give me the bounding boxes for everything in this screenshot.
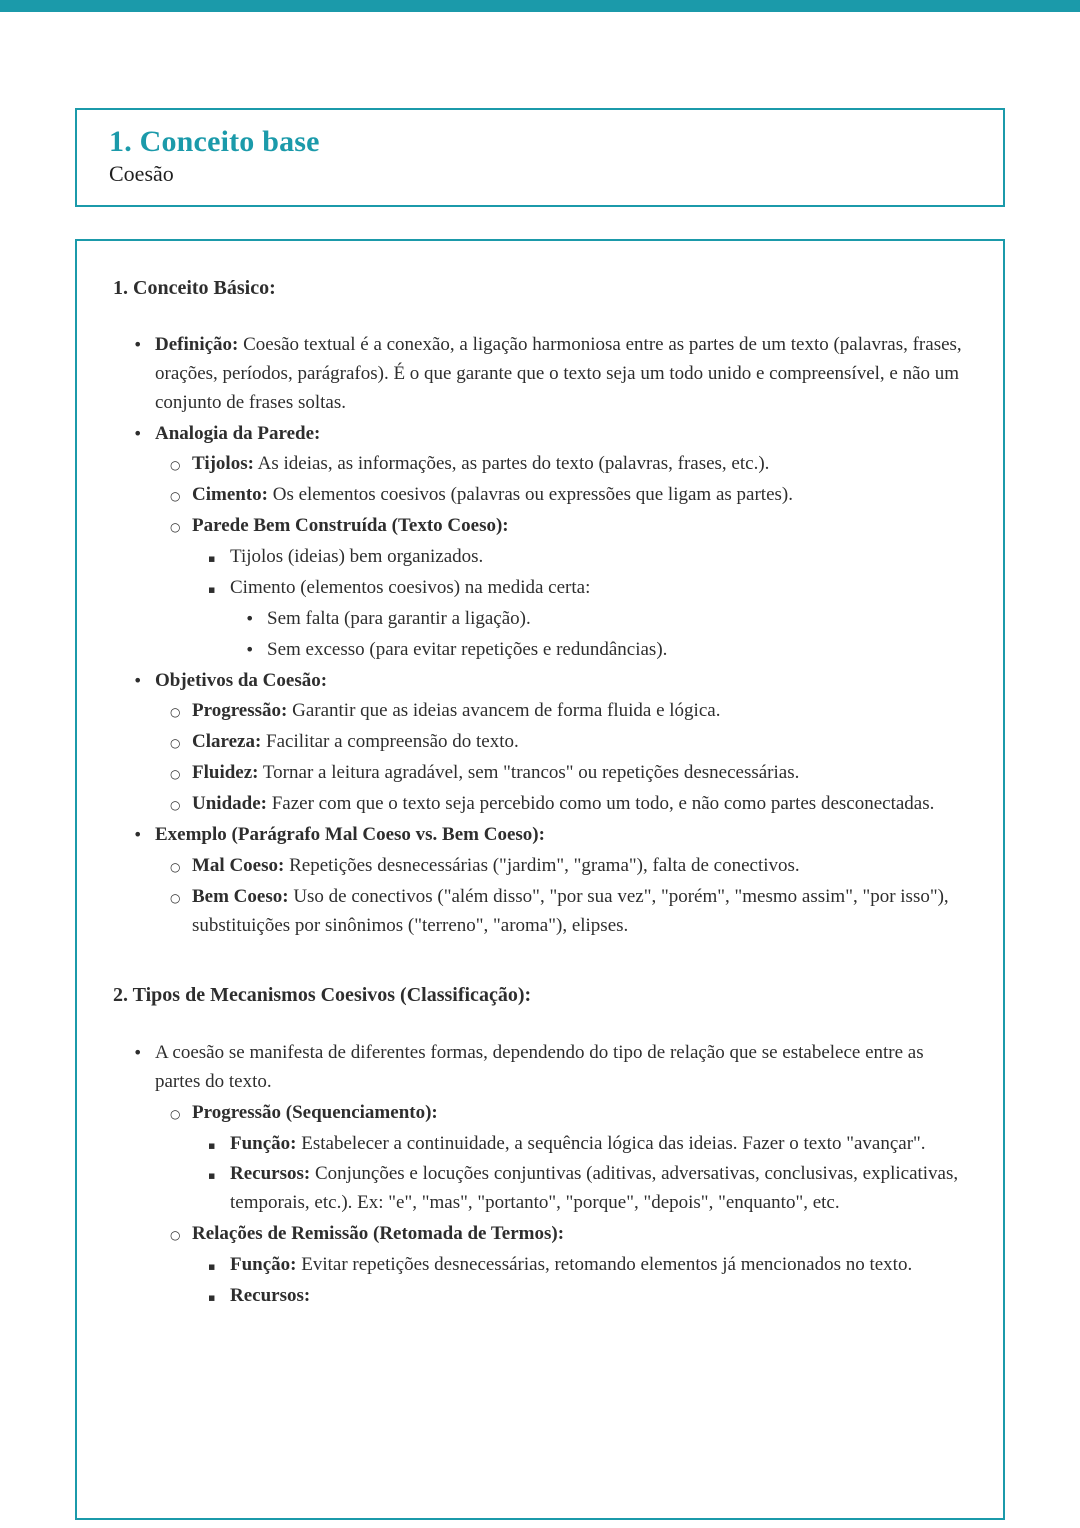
notes-outline <box>113 273 967 1311</box>
list-item-text <box>192 512 967 541</box>
list-item-label: Recursos: <box>230 1284 311 1306</box>
list-item-text: Definição: Coesão textual é a conexão, a ligação harmoniosa entre as partes de um texto (palavras, frases, orações, períodos, parágrafos). É o que garante que o texto seja um todo unido e compreensível, e não um conjunto de frases soltas. <box>155 333 962 413</box>
page-container <box>75 108 1005 1520</box>
bullet-icon: • <box>133 423 143 443</box>
list-item <box>245 605 967 634</box>
list-item <box>170 450 967 479</box>
list-item <box>208 1251 967 1280</box>
title-card <box>75 108 1005 207</box>
list-item <box>170 883 967 941</box>
list-item-label: Cimento: <box>192 484 268 506</box>
bullet-icon: ▪ <box>208 1290 216 1304</box>
bullet-icon: ○ <box>170 859 181 874</box>
list-item <box>133 821 967 850</box>
list-item-text: Sem falta (para garantir a ligação). <box>267 607 531 629</box>
list-item <box>133 1039 967 1097</box>
bullet-icon: • <box>133 1042 143 1062</box>
list-item <box>133 420 967 449</box>
list-item <box>208 1160 967 1218</box>
list-item-text <box>192 1099 967 1128</box>
bullet-icon: ○ <box>170 489 181 504</box>
list-item-label: Relações de Remissão (Retomada de Termos): <box>192 1223 565 1245</box>
content-card <box>75 239 1005 1520</box>
bullet-icon: ▪ <box>208 1260 216 1273</box>
bullet-icon: • <box>133 334 143 354</box>
list-item-label: Mal Coeso: <box>192 854 285 876</box>
bullet-icon: ○ <box>170 736 181 751</box>
bullet-icon: ○ <box>170 767 181 782</box>
bullet-icon: ▪ <box>208 1169 216 1183</box>
list-item-text: Clareza: Facilitar a compreensão do texto. <box>192 731 519 753</box>
list-item-text: Função: Estabelecer a continuidade, a sequência lógica das ideias. Fazer o texto "avançar". <box>230 1132 926 1154</box>
list-item-label: Progressão (Sequenciamento): <box>192 1101 438 1123</box>
list-item <box>170 1099 967 1128</box>
list-item-label: Fluidez: <box>192 762 259 784</box>
list-item-text <box>155 821 967 850</box>
list-item-text: Cimento (elementos coesivos) na medida certa: <box>230 576 591 598</box>
list-item-text: Bem Coeso: Uso de conectivos ("além disso", "por sua vez", "porém", "mesmo assim", "por isso"), substituições por sinônimos ("terreno", "aroma"), elipses. <box>192 885 949 936</box>
list-item-text: Tijolos (ideias) bem organizados. <box>230 546 484 568</box>
list-item-text: Sem excesso (para evitar repetições e redundâncias). <box>267 638 668 660</box>
list-item-text: Unidade: Fazer com que o texto seja percebido como um todo, e não como partes desconectadas. <box>192 793 935 815</box>
bullet-icon: ▪ <box>208 582 216 596</box>
list-item-text: Mal Coeso: Repetições desnecessárias ("jardim", "grama"), falta de conectivos. <box>192 854 800 876</box>
list-item-text: Tijolos: As ideias, as informações, as partes do texto (palavras, frases, etc.). <box>192 453 770 475</box>
bullet-icon: ○ <box>170 520 181 535</box>
list-item-label: Clareza: <box>192 731 262 753</box>
list-item-label: Exemplo (Parágrafo Mal Coeso vs. Bem Coeso): <box>155 823 545 845</box>
list-item-text: Função: Evitar repetições desnecessárias, retomando elementos já mencionados no texto. <box>230 1254 913 1275</box>
bullet-icon: ▪ <box>208 1138 216 1152</box>
list-item-text: Cimento: Os elementos coesivos (palavras ou expressões que ligam as partes). <box>192 484 793 506</box>
bullet-icon: • <box>245 639 255 659</box>
list-item-label: Função: <box>230 1132 297 1154</box>
list-item <box>170 759 967 788</box>
bullet-icon: ○ <box>170 705 181 720</box>
list-item <box>208 1130 967 1159</box>
page-title: 1. Conceito base <box>109 125 320 158</box>
bullet-icon: ▪ <box>208 552 216 566</box>
list-item-text <box>192 1220 967 1249</box>
bullet-icon: ○ <box>170 458 181 473</box>
list-item-label: Parede Bem Construída (Texto Coeso): <box>192 515 509 537</box>
list-item <box>170 852 967 881</box>
list-item-label: Unidade: <box>192 793 267 815</box>
list-item <box>133 667 967 696</box>
list-item-label: Definição: <box>155 333 239 355</box>
page-subtitle: Coesão <box>109 161 174 186</box>
bullet-icon: ○ <box>170 1106 181 1121</box>
list-item <box>208 543 967 572</box>
list-item-label: Recursos: <box>230 1163 311 1185</box>
list-item <box>208 1282 967 1311</box>
list-item-label: Bem Coeso: <box>192 885 289 907</box>
list-item-text: A coesão se manifesta de diferentes formas, dependendo do tipo de relação que se estabelece entre as partes do texto. <box>155 1041 924 1092</box>
list-item <box>170 1220 967 1249</box>
list-item-text: Recursos: Conjunções e locuções conjuntivas (aditivas, adversativas, conclusivas, explicativas, temporais, etc.). Ex: "e", "mas", "portanto", "porque", "depois", "enquanto", etc. <box>230 1163 959 1214</box>
list-item-label: Analogia da Parede: <box>155 422 321 444</box>
list-item <box>170 481 967 510</box>
bullet-icon: ○ <box>170 798 181 813</box>
bullet-icon: • <box>245 608 255 628</box>
list-item <box>170 512 967 541</box>
bullet-icon: ○ <box>170 890 181 905</box>
list-item <box>208 574 967 603</box>
list-item-text <box>230 1282 967 1311</box>
list-item-text: Fluidez: Tornar a leitura agradável, sem "trancos" ou repetições desnecessárias. <box>192 762 800 784</box>
list-item <box>170 728 967 757</box>
list-item-label: Objetivos da Coesão: <box>155 669 328 691</box>
list-item-label: Progressão: <box>192 700 288 722</box>
list-item <box>170 790 967 819</box>
section-heading: 2. Tipos de Mecanismos Coesivos (Classificação): <box>113 984 532 1007</box>
list-item-label: Tijolos: <box>192 453 254 475</box>
list-item <box>133 331 967 418</box>
list-item-text <box>155 667 967 696</box>
top-accent-bar <box>0 0 1080 12</box>
list-item-label: Função: <box>230 1254 297 1275</box>
list-item <box>170 697 967 726</box>
bullet-icon: • <box>133 670 143 690</box>
list-item-text <box>155 420 967 449</box>
bullet-icon: • <box>133 824 143 844</box>
list-item-text: Progressão: Garantir que as ideias avancem de forma fluida e lógica. <box>192 700 721 722</box>
bullet-icon: ○ <box>170 1228 181 1243</box>
section-heading: 1. Conceito Básico: <box>113 276 276 299</box>
list-item <box>245 636 967 665</box>
